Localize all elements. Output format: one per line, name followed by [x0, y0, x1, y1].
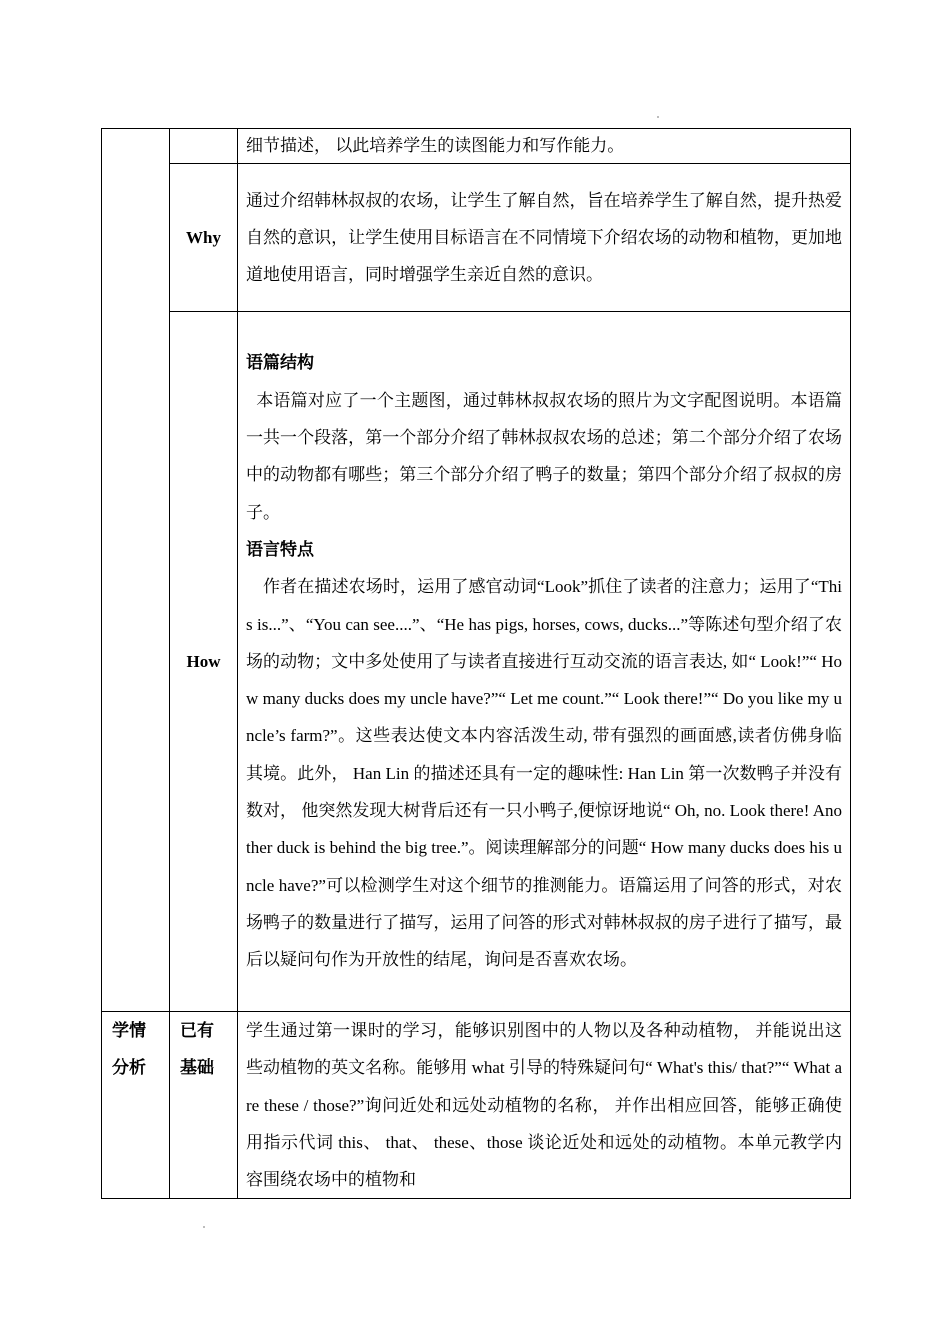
table-row	[102, 164, 851, 312]
why-text: 通过介绍韩林叔叔的农场，让学生了解自然，旨在培养学生了解自然，提升热爱自然的意识，让学生使用目标语言在不同情境下介绍农场的动物和植物，更加地道地使用语言，同时增强学生亲近自然的意识。	[246, 190, 842, 285]
why-label: Why	[186, 228, 221, 247]
basis-label-line2: 基础	[180, 1058, 214, 1077]
structure-paragraph: 本语篇对应了一个主题图，通过韩林叔叔农场的照片为文字配图说明。本语篇一共一个段落，第一个部分介绍了韩林叔叔农场的总述；第二个部分介绍了农场中的动物都有哪些；第三个部分介绍了鸭子的数量；第四个部分介绍了叔叔的房子。	[246, 390, 842, 522]
features-heading: 语言特点	[246, 539, 314, 559]
how-label: How	[186, 652, 221, 671]
features-paragraph: 作者在描述农场时，运用了感官动词“Look”抓住了读者的注意力；运用了“This is...”、“You can see....”、“He has pigs, horses, cows, ducks...”等陈述句型介绍了农场的动物；文中多处使用了与读者直接进行互动交流的语言表达, 如“ Look!”“ How many ducks does my uncle have?”“ Let me count.”“ Look there!”“ Do you like my uncle’s farm?”。这些表达使文本内容活泼生动, 带有强烈的画面感,读者仿佛身临其境。此外， Han Lin 的描述还具有一定的趣味性: Han Lin 第一次数鸭子并没有数对， 他突然发现大树背后还有一只小鸭子,便惊讶地说“ Oh, no. Look there! Another duck is behind the big tree.”。阅读理解部分的问题“ How many ducks does his uncle have?”可以检测学生对这个细节的推测能力。语篇运用了问答的形式，对农场鸭子的数量进行了描写，运用了问答的形式对韩林叔叔的房子进行了描写，最后以疑问句作为开放性的结尾，询问是否喜欢农场。	[246, 577, 842, 970]
table-row	[102, 129, 851, 164]
analysis-text: 学生通过第一课时的学习，能够识别图中的人物以及各种动植物， 并能说出这些动植物的英文名称。能够用 what 引导的特殊疑问句“ What's this/ that?”“ What are these / those?”询问近处和远处动植物的名称， 并作出相应回答，能够正确使用指示代词 this、 that、 these、those 谈论近处和远处的动植物。本单元教学内容围绕农场中的植物和	[246, 1021, 842, 1190]
analysis-label-line1: 学情	[112, 1021, 146, 1040]
why-text-cell	[238, 164, 851, 312]
header-dot	[657, 116, 659, 118]
lesson-analysis-table	[101, 128, 851, 1199]
table-row	[102, 312, 851, 1012]
text-cell	[238, 129, 851, 164]
how-content	[238, 344, 850, 978]
continued-text: 细节描述， 以此培养学生的读图能力和写作能力。	[246, 136, 625, 155]
analysis-label-cell	[102, 1012, 170, 1199]
table-row	[102, 1012, 851, 1199]
empty-label-cell	[170, 129, 238, 164]
structure-heading: 语篇结构	[246, 353, 314, 373]
analysis-label-line2: 分析	[112, 1058, 146, 1077]
basis-label-line1: 已有	[180, 1021, 214, 1040]
footer-dot	[203, 1226, 205, 1228]
why-label-cell	[170, 164, 238, 312]
how-label-cell	[170, 312, 238, 1012]
basis-label-cell	[170, 1012, 238, 1199]
analysis-text-cell	[238, 1012, 851, 1199]
how-text-cell	[238, 312, 851, 1012]
empty-category-cell	[102, 129, 170, 1012]
